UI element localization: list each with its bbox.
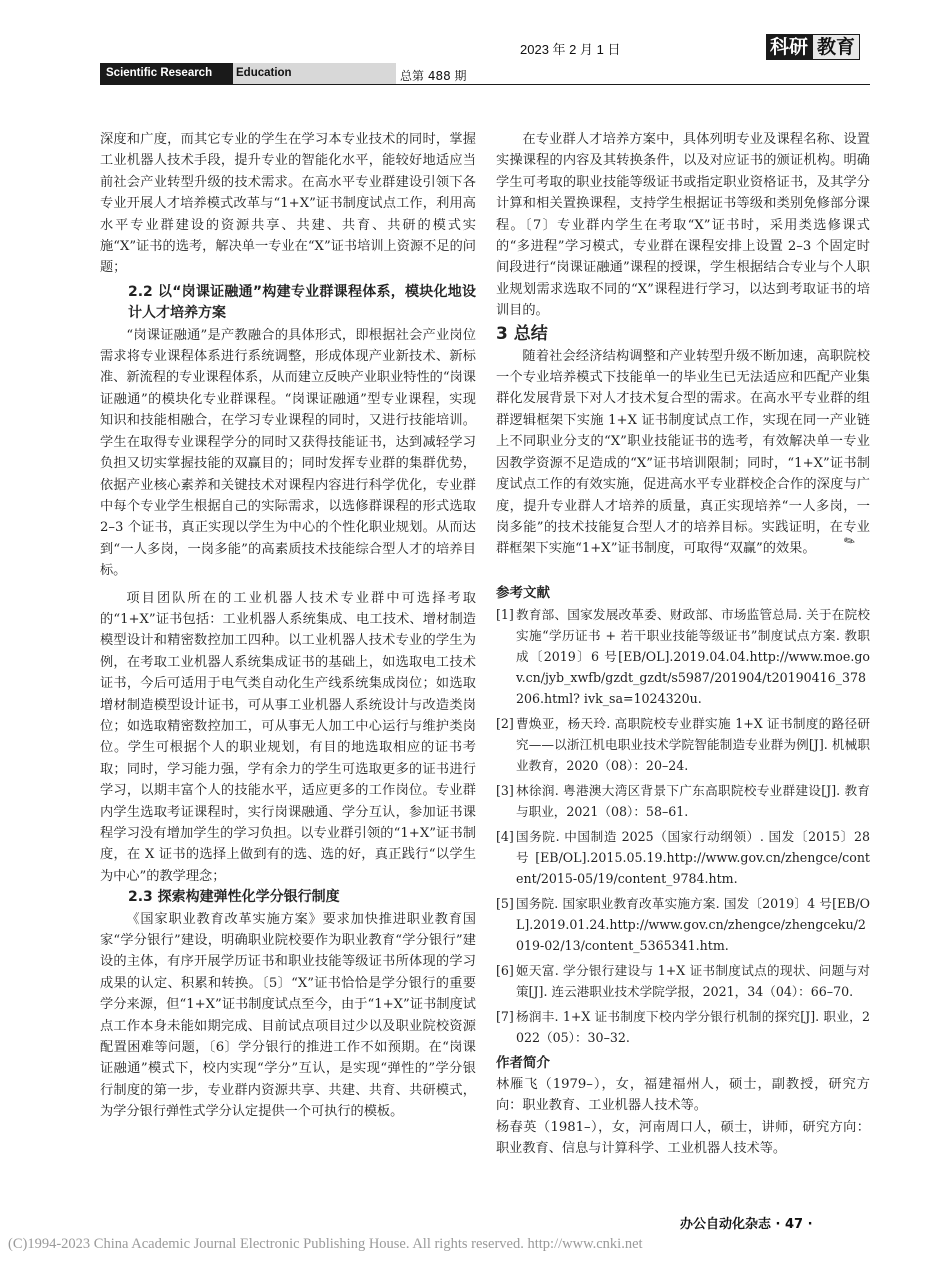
reference-item bbox=[496, 826, 870, 889]
header-divider bbox=[100, 84, 870, 85]
right-column bbox=[496, 129, 870, 1159]
section-heading-3: 3 总结 bbox=[496, 323, 548, 344]
reference-number: [2] bbox=[496, 715, 514, 731]
reference-item bbox=[496, 713, 870, 776]
author-bio-1: 林雁飞（1979–），女，福建福州人，硕士，副教授，研究方向：职业教育、工业机器人技术等。 bbox=[496, 1076, 870, 1114]
journal-logo bbox=[766, 34, 870, 60]
right-paragraph-1: 在专业群人才培养方案中，具体列明专业及课程名称、设置实操课程的内容及其转换条件，以及对应证书的颁证机构。明确学生可考取的职业技能等级证书或指定职业资格证书，及其学分计算和相关置换课程，支持学生根据证书等级和类别免修部分课程。〔7〕专业群内学生在考取“X”证书时，采用类选修课式的“多进程”学习模式，专业群在课程安排上设置 2–3 个固定时间段进行“岗课证融通”课程的授课，学生根据结合专业与个人职业规划需求选取不同的“X”课程进行学习，以达到考取证书的培训目的。 bbox=[496, 132, 870, 319]
section-heading-2-2: 2.2 以“岗课证融通”构建专业群课程体系，模块化地设计人才培养方案 bbox=[128, 283, 476, 322]
pen-icon: ✎ bbox=[841, 532, 859, 552]
left-paragraph-1: 深度和广度，而其它专业的学生在学习本专业技术的同时，掌握工业机器人技术手段，提升专业的智能化水平，能较好地适应当前社会产业转型升级的技术需求。在高水平专业群建设引领下各专业开展人才培养模式改革与“1+X”证书制度试点工作，利用高水平专业群建设的资源共享、共建、共育、共研的模式实施“X”证书的选考，解决单一专业在“X”证书培训上资源不足的问题； bbox=[100, 132, 476, 276]
reference-number: [4] bbox=[496, 828, 514, 844]
reference-item bbox=[496, 1006, 870, 1048]
reference-number: [5] bbox=[496, 895, 514, 911]
reference-number: [3] bbox=[496, 782, 514, 798]
issue-date: 2023 年 2 月 1 日 bbox=[520, 42, 621, 57]
copyright-line: (C)1994-2023 China Academic Journal Electronic Publishing House. All rights reserved. http://www.cnki.net bbox=[8, 1236, 643, 1252]
reference-item bbox=[496, 780, 870, 822]
journal-page-footer: 办公自动化杂志 · 47 · bbox=[680, 1217, 813, 1232]
reference-item bbox=[496, 893, 870, 956]
reference-text: 杨润丰. 1+X 证书制度下校内学分银行机制的探究[J]. 职业，2022（05）：30–32. bbox=[516, 1008, 870, 1045]
left-paragraph-2: “岗课证融通”是产教融合的具体形式，即根据社会产业岗位需求将专业课程体系进行系统调整，形成体现产业新技术、新标准、新流程的专业课程体系，从而建立反映产业职业特性的“岗课证融通”的模块化专业群课程。“岗课证融通”型专业课程，实现知识和技能相融合，在学习专业课程的同时，又进行技能培训。学生在取得专业课程学分的同时又获得技能证书，达到减轻学习负担又切实掌握技能的双赢目的；同时发挥专业群的集群优势，依据产业核心素养和关键技术对课程内容进行科学优化，专业群中每个专业学生根据自己的实际需求，以选修群课程的形式选取 2–3 个证书，真正实现以学生为中心的个性化职业规划。从而达到“一人多岗，一岗多能”的高素质技术技能综合型人才的培养目标。 bbox=[100, 327, 476, 579]
section-band bbox=[100, 63, 396, 84]
reference-item bbox=[496, 960, 870, 1002]
author-bio-title: 作者简介 bbox=[496, 1054, 550, 1071]
author-bio-2: 杨春英（1981–），女，河南周口人，硕士，讲师，研究方向：职业教育、信息与计算科学、工业机器人技术等。 bbox=[496, 1119, 870, 1156]
reference-text: 国务院. 中国制造 2025（国家行动纲领）. 国发〔2015〕28 号[EB/OL].2015.05.19.http://www.gov.cn/zhengce/content/2015-05/19/content_9784.htm. bbox=[516, 828, 870, 886]
section-heading-2-3: 2.3 探索构建弹性化学分银行制度 bbox=[128, 889, 340, 906]
conclusion-text: 随着社会经济结构调整和产业转型升级不断加速，高职院校一个专业培养模式下技能单一的毕业生已无法适应和匹配产业集群化发展背景下对人才技术复合型的需求。在高水平专业群的组群逻辑框架下实施 1+X 证书制度试点工作，实现在同一产业链上不同职业分支的“X”职业技能证书的选考，有效解决单一专业因教学资源不足造成的“X”证书培训限制；同时，“1+X”证书制度试点工作的有效实施，促进高水平专业群校企合作的深度与广度，提升专业群人才培养的质量，真正实现培养“一人多岗，一岗多能”的技术技能复合型人才的培养目标。实践证明，在专业群框架下实施“1+X”证书制度，可取得“双赢”的效果。 bbox=[496, 348, 870, 557]
reference-item bbox=[496, 604, 870, 709]
left-column bbox=[100, 129, 476, 1123]
conclusion-paragraph bbox=[496, 346, 870, 560]
reference-number: [6] bbox=[496, 962, 514, 978]
reference-text: 国务院. 国家职业教育改革实施方案. 国发〔2019〕4 号[EB/OL].2019.01.24.http://www.gov.cn/zhengce/zhengceku/2019-02/13/content_5365341.htm. bbox=[516, 895, 870, 953]
reference-text: 林徐润. 粤港澳大湾区背景下广东高职院校专业群建设[J]. 教育与职业，2021（08）：58–61. bbox=[516, 782, 870, 819]
left-paragraph-4: 《国家职业教育改革实施方案》要求加快推进职业教育国家“学分银行”建设，明确职业院校要作为职业教育“学分银行”建设的主体，有序开展学历证书和职业技能等级证书所体现的学习成果的认定、积累和转换。〔5〕“X”证书恰恰是学分银行的重要学分来源，但“1+X”证书制度试点至今，由于“1+X”证书制度试点工作本身未能如期完成、目前试点项目过少以及职业院校资源配置困难等问题，〔6〕学分银行的推进工作不如预期。在“岗课证融通”模式下，校内实现“学分”互认，是实现“弹性的”学分银行制度的第一步，专业群内资源共享、共建、共育、共研模式，为学分银行弹性式学分认定提供一个可执行的模板。 bbox=[100, 911, 476, 1120]
reference-text: 曹焕亚，杨天玲. 高职院校专业群实施 1+X 证书制度的路径研究——以浙江机电职业技术学院智能制造专业群为例[J]. 机械职业教育，2020（08）：20–24. bbox=[516, 715, 870, 773]
band-right-text: Education bbox=[233, 63, 396, 84]
logo-part-b: 教育 bbox=[812, 34, 860, 60]
logo-part-a: 科研 bbox=[766, 34, 812, 60]
reference-text: 教育部、国家发展改革委、财政部、市场监管总局. 关于在院校实施“学历证书 + 若干职业技能等级证书”制度试点方案. 教职成〔2019〕6 号[EB/OL].2019.04.04.http://www.moe.gov.cn/jyb_xwfb/gzdt_gzdt/s5987/201904/t20190416_378206.html? ivk_sa=1024320u. bbox=[516, 606, 870, 706]
references-list bbox=[496, 604, 870, 1048]
reference-number: [7] bbox=[496, 1008, 514, 1024]
left-paragraph-3: 项目团队所在的工业机器人技术专业群中可选择考取的“1+X”证书包括：工业机器人系统集成、电工技术、增材制造模型设计和精密数控加工四种。以工业机器人技术专业的学生为例，在考取工业机器人系统集成证书的基础上，如选取电工技术证书，今后可适用于电气类自动化生产线系统集成岗位；如选取增材制造模型设计证书，可从事工业机器人系统设计与改造类岗位；如选取精密数控加工，可从事无人加工中心运行与维护类岗位。学生可根据个人的职业规划，有目的地选取相应的证书考取；同时，学习能力强，学有余力的学生可选取更多的证书进行学习，以期丰富个人的技能水平，适应更多的工作岗位。专业群内学生选取考证课程时，实行岗课融通、学分互认，参加证书课程学习没有增加学生的学习负担。以专业群引领的“1+X”证书制度，在 X 证书的选择上做到有的选、选的好，真正践行“以学生为中心”的教学理念； bbox=[100, 590, 476, 884]
references-title: 参考文献 bbox=[496, 584, 550, 601]
issue-number: 总第 488 期 bbox=[400, 69, 467, 83]
reference-text: 姬天富. 学分银行建设与 1+X 证书制度试点的现状、问题与对策[J]. 连云港职业技术学院学报，2021，34（04）：66–70. bbox=[516, 962, 870, 999]
band-left-text: Scientific Research bbox=[106, 67, 213, 79]
reference-number: [1] bbox=[496, 606, 514, 622]
